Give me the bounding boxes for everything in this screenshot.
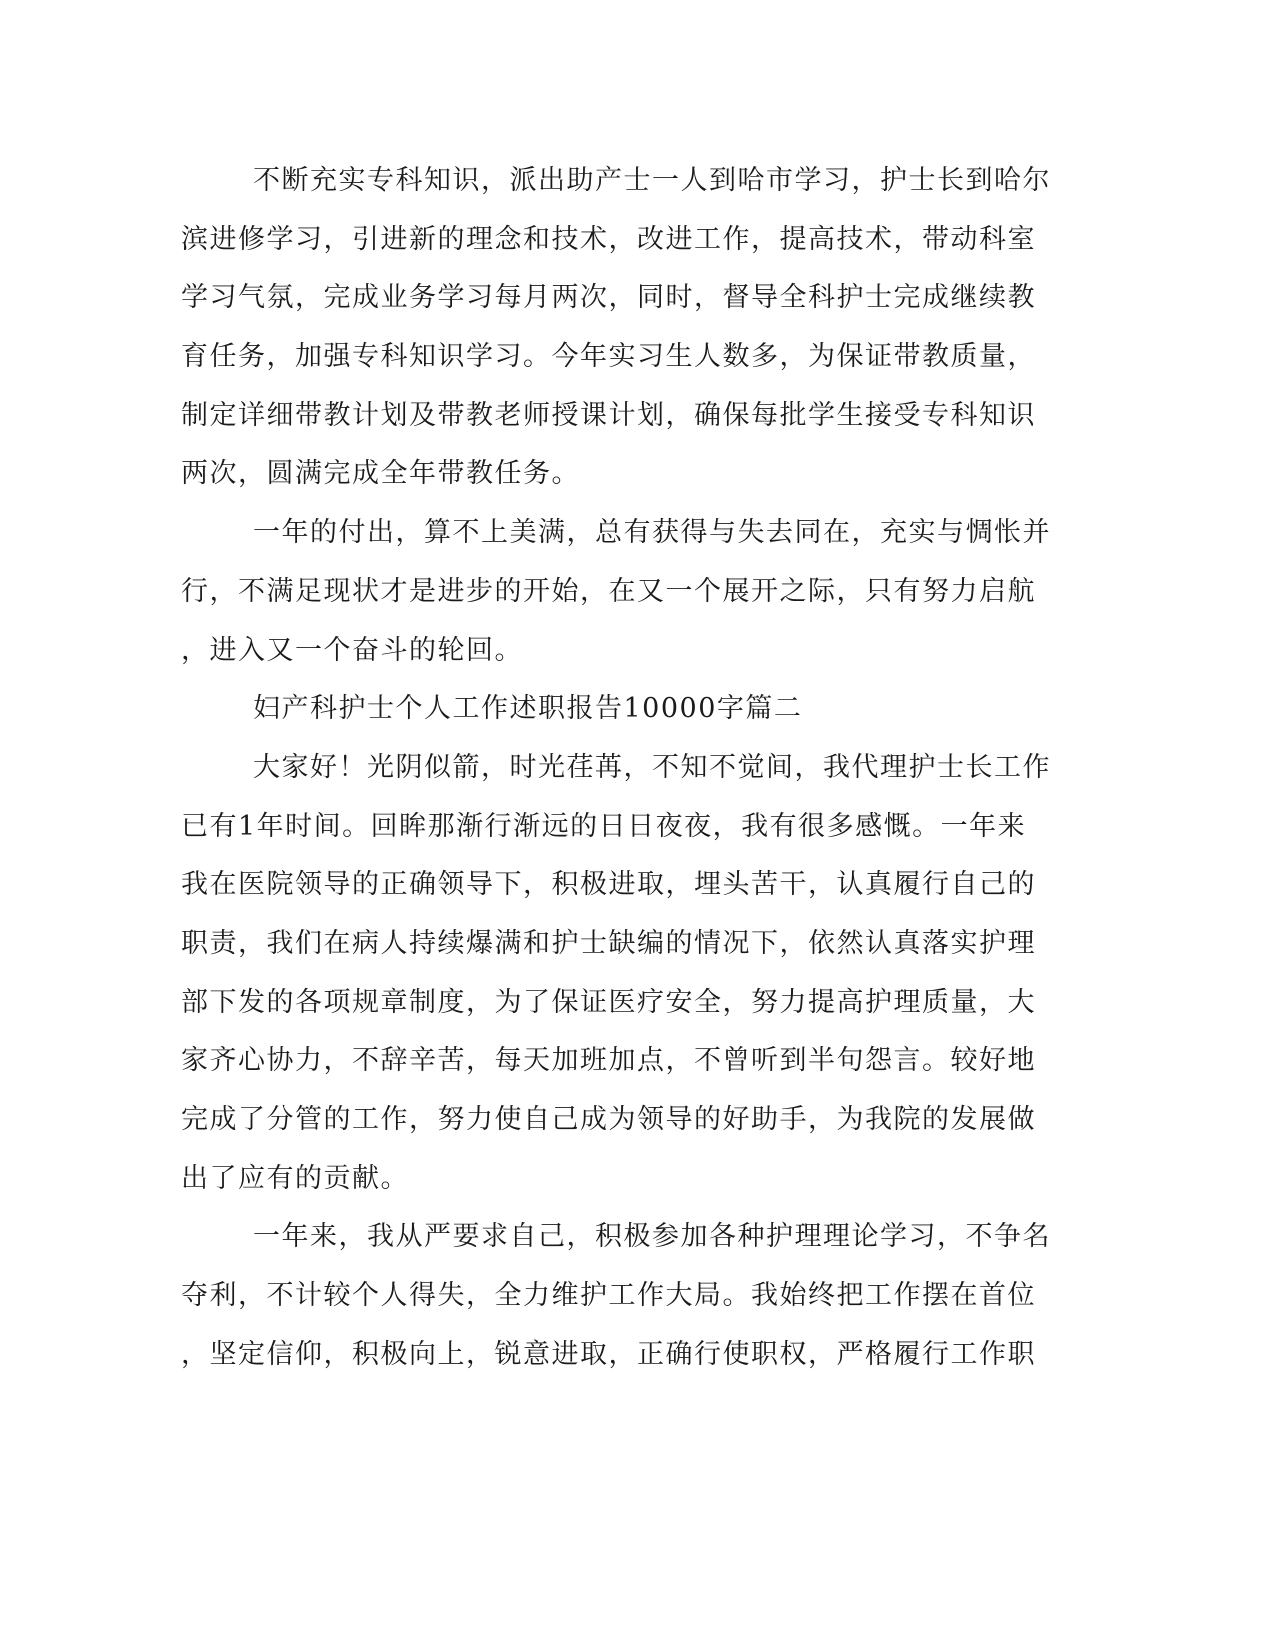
paragraph-line: 学习气氛，完成业务学习每月两次，同时，督导全科护士完成继续教 bbox=[181, 282, 1036, 314]
paragraph-line: 一年的付出，算不上美满，总有获得与失去同在，充实与惆怅并 bbox=[253, 517, 1051, 549]
paragraph-line: ，进入又一个奋斗的轮回。 bbox=[181, 634, 523, 666]
document-body bbox=[181, 152, 1051, 1384]
paragraph-line: 行，不满足现状才是进步的开始，在又一个展开之际，只有努力启航 bbox=[181, 575, 1036, 607]
paragraph-line: 出了应有的贡献。 bbox=[181, 1162, 409, 1194]
paragraph-line: 两次，圆满完成全年带教任务。 bbox=[181, 458, 580, 490]
paragraph-line: 夺利，不计较个人得失，全力维护工作大局。我始终把工作摆在首位 bbox=[181, 1280, 1036, 1312]
paragraph-line: 育任务，加强专科知识学习。今年实习生人数多，为保证带教质量， bbox=[181, 341, 1036, 373]
paragraph-line: 不断充实专科知识，派出助产士一人到哈市学习，护士长到哈尔 bbox=[253, 165, 1051, 196]
paragraph-line: 大家好！光阴似箭，时光荏苒，不知不觉间，我代理护士长工作 bbox=[253, 751, 1051, 783]
paragraph-line: 滨进修学习，引进新的理念和技术，改进工作，提高技术，带动科室 bbox=[181, 223, 1036, 255]
section-heading: 妇产科护士个人工作述职报告10000字篇二 bbox=[253, 693, 803, 725]
paragraph-line: 我在医院领导的正确领导下，积极进取，埋头苦干，认真履行自己的 bbox=[181, 869, 1036, 901]
paragraph-line: 完成了分管的工作，努力使自己成为领导的好助手，为我院的发展做 bbox=[181, 1104, 1036, 1135]
paragraph-line: 一年来，我从严要求自己，积极参加各种护理理论学习，不争名 bbox=[253, 1221, 1051, 1253]
paragraph-line: 部下发的各项规章制度，为了保证医疗安全，努力提高护理质量，大 bbox=[181, 986, 1036, 1018]
paragraph-line: 制定详细带教计划及带教老师授课计划，确保每批学生接受专科知识 bbox=[181, 399, 1036, 431]
paragraph-line: 已有1年时间。回眸那渐行渐远的日日夜夜，我有很多感慨。一年来 bbox=[181, 810, 1027, 842]
paragraph-line: 家齐心协力，不辞辛苦，每天加班加点，不曾听到半句怨言。较好地 bbox=[181, 1045, 1036, 1077]
paragraph-line: ，坚定信仰，积极向上，锐意进取，正确行使职权，严格履行工作职 bbox=[181, 1338, 1036, 1370]
paragraph-line: 职责，我们在病人持续爆满和护士缺编的情况下，依然认真落实护理 bbox=[181, 927, 1036, 959]
